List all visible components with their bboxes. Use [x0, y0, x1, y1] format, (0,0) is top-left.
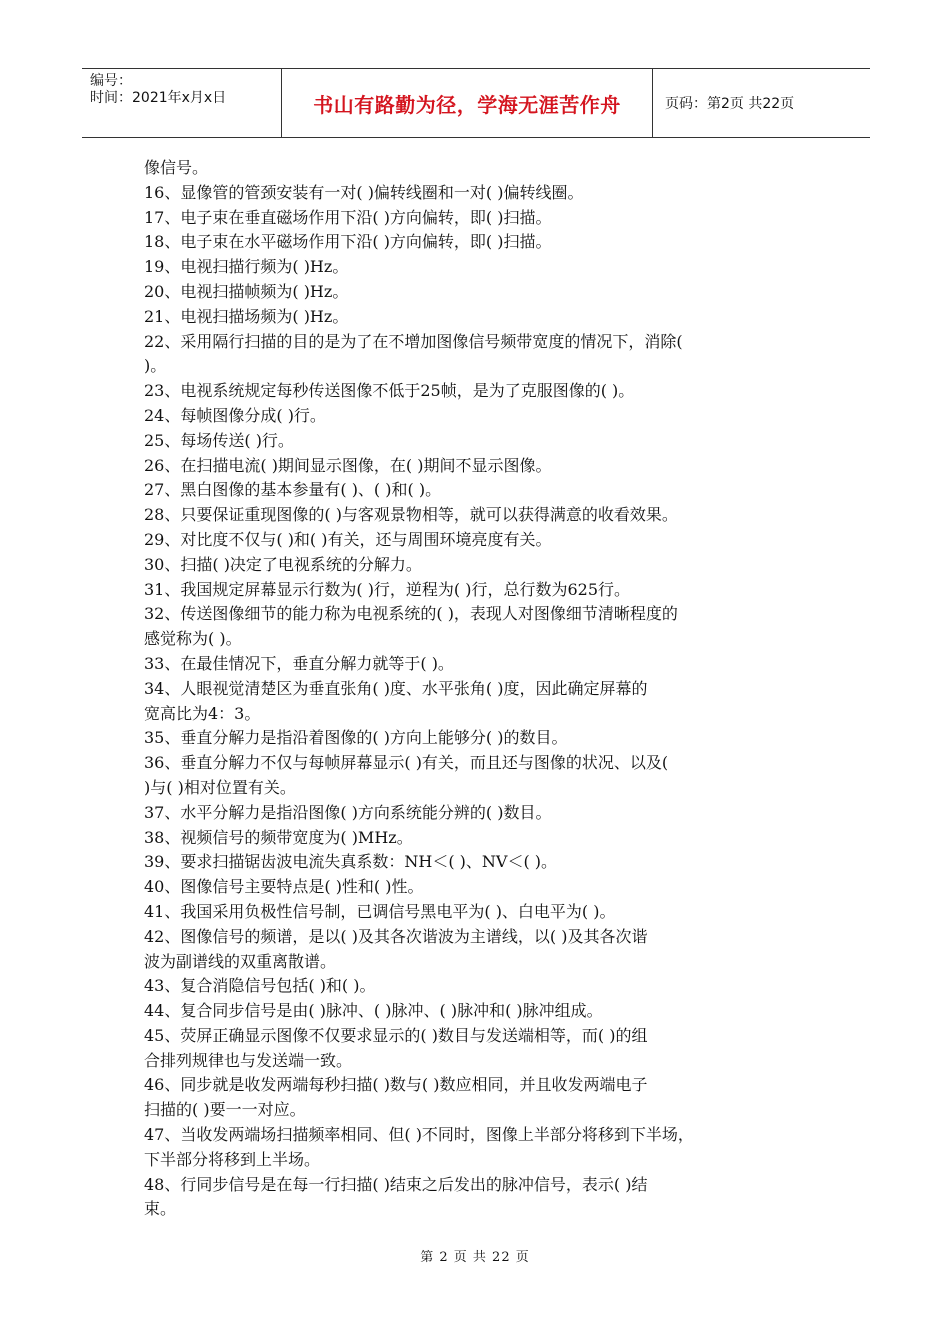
document-body: [144, 156, 808, 1222]
text-line: 17、电子束在垂直磁场作用下沿( )方向偏转，即( )扫描。: [144, 207, 552, 227]
text-line: 30、扫描( )决定了电视系统的分解力。: [144, 554, 422, 574]
text-line: 合排列规律也与发送端一致。: [144, 1050, 353, 1070]
text-line: 18、电子束在水平磁场作用下沿( )方向偏转，即( )扫描。: [144, 232, 552, 252]
text-line: 33、在最佳情况下，垂直分解力就等于( )。: [144, 653, 454, 673]
text-line: 波为副谱线的双重离散谱。: [144, 951, 337, 971]
text-line: 21、电视扫描场频为( )Hz。: [144, 306, 349, 326]
text-line: 24、每帧图像分成( )行。: [144, 405, 326, 425]
text-line: 37、水平分解力是指沿图像( )方向系统能分辨的( )数目。: [144, 802, 552, 822]
page-header: [82, 68, 870, 138]
text-line: 扫描的( )要一一对应。: [144, 1100, 306, 1120]
header-page-info: 页码：第2页 共22页: [665, 96, 795, 112]
doc-id-label: 编号：: [90, 73, 132, 89]
text-line: 32、传送图像细节的能力称为电视系统的( )，表现人对图像细节清晰程度的: [144, 604, 678, 624]
text-line: 34、人眼视觉清楚区为垂直张角( )度、水平张角( )度，因此确定屏幕的: [144, 678, 648, 698]
text-line: 35、垂直分解力是指沿着图像的( )方向上能够分( )的数目。: [144, 728, 568, 748]
text-line: 42、图像信号的频谱，是以( )及其各次谐波为主谱线，以( )及其各次谐: [144, 926, 648, 946]
text-line: 20、电视扫描帧频为( )Hz。: [144, 281, 349, 301]
text-line: 22、采用隔行扫描的目的是为了在不增加图像信号频带宽度的情况下，消除(: [144, 331, 683, 351]
text-line: 46、同步就是收发两端每秒扫描( )数与( )数应相同，并且收发两端电子: [144, 1075, 648, 1095]
text-line: 31、我国规定屏幕显示行数为( )行，逆程为( )行，总行数为625行。: [144, 579, 631, 599]
doc-date: 时间：2021年x月x日: [90, 90, 227, 106]
text-line: 19、电视扫描行频为( )Hz。: [144, 257, 349, 277]
header-meta: [82, 69, 282, 137]
text-line: 28、只要保证重现图像的( )与客观景物相等，就可以获得满意的收看效果。: [144, 505, 678, 525]
text-line: 23、电视系统规定每秒传送图像不低于25帧，是为了克服图像的( )。: [144, 381, 635, 401]
text-line: 16、显像管的管颈安装有一对( )偏转线圈和一对( )偏转线圈。: [144, 182, 584, 202]
text-line: 44、复合同步信号是由( )脉冲、( )脉冲、( )脉冲和( )脉冲组成。: [144, 1001, 603, 1021]
text-line: 感觉称为( )。: [144, 629, 242, 649]
text-line: 47、当收发两端场扫描频率相同、但( )不同时，图像上半部分将移到下半场，: [144, 1125, 694, 1145]
text-line: )。: [144, 356, 167, 376]
text-line: )与( )相对位置有关。: [144, 777, 296, 797]
text-line: 26、在扫描电流( )期间显示图像，在( )期间不显示图像。: [144, 455, 552, 475]
text-line: 36、垂直分解力不仅与每帧屏幕显示( )有关，而且还与图像的状况、以及(: [144, 753, 669, 773]
text-line: 39、要求扫描锯齿波电流失真系数：NH＜( )、NV＜( )。: [144, 852, 558, 872]
page-footer: 第 2 页 共 22 页: [420, 1250, 530, 1265]
text-line: 像信号。: [144, 158, 209, 177]
text-line: 29、对比度不仅与( )和( )有关，还与周围环境亮度有关。: [144, 529, 552, 549]
text-line: 45、荧屏正确显示图像不仅要求显示的( )数目与发送端相等，而( )的组: [144, 1025, 648, 1045]
text-line: 27、黑白图像的基本参量有( )、( )和( )。: [144, 480, 442, 500]
text-line: 43、复合消隐信号包括( )和( )。: [144, 976, 376, 996]
text-line: 40、图像信号主要特点是( )性和( )性。: [144, 877, 424, 897]
text-line: 48、行同步信号是在每一行扫描( )结束之后发出的脉冲信号，表示( )结: [144, 1174, 648, 1194]
text-line: 宽高比为4：3。: [144, 703, 261, 723]
text-line: 25、每场传送( )行。: [144, 430, 294, 450]
text-line: 38、视频信号的频带宽度为( )MHz。: [144, 827, 413, 847]
text-line: 下半部分将移到上半场。: [144, 1149, 321, 1169]
text-line: 41、我国采用负极性信号制，已调信号黑电平为( )、白电平为( )。: [144, 901, 616, 921]
header-motto: 书山有路勤为径，学海无涯苦作舟: [282, 69, 653, 137]
text-line: 束。: [144, 1199, 177, 1219]
